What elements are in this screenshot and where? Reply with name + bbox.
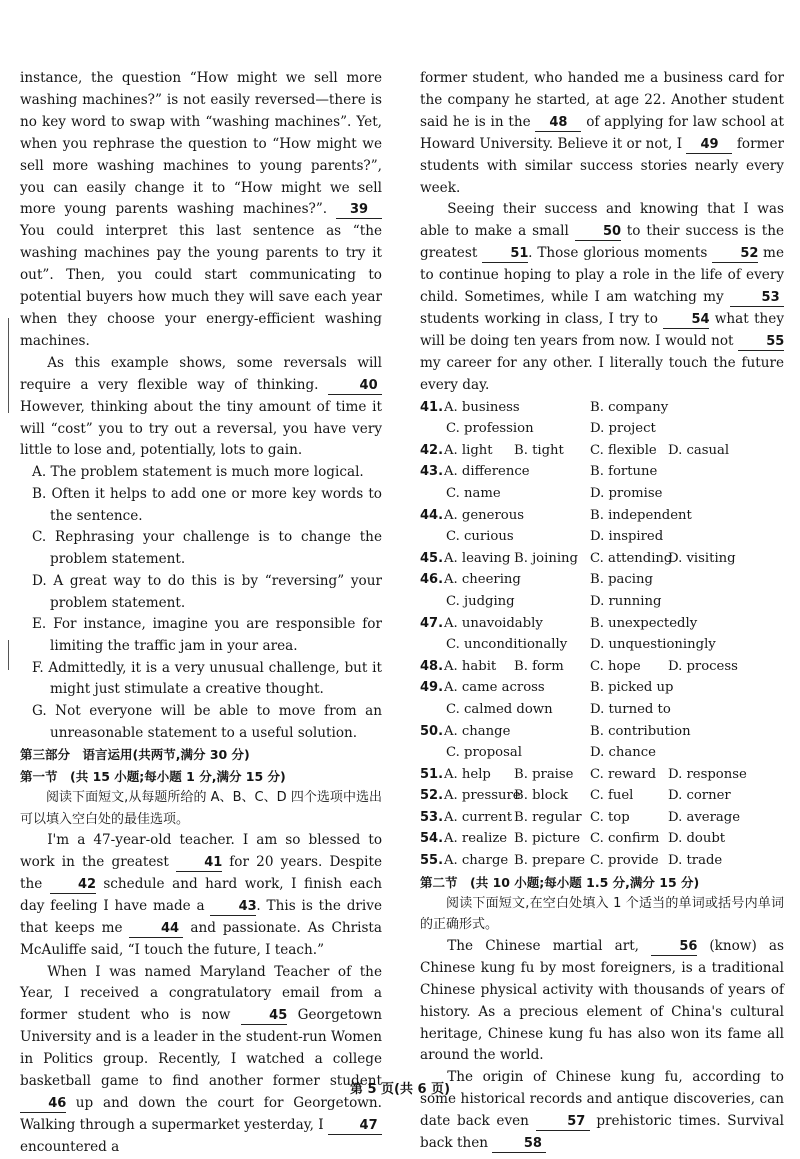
question-row bbox=[420, 613, 784, 635]
choice-b: B. block bbox=[514, 788, 569, 804]
question-number: 49. bbox=[420, 680, 444, 696]
choice-a: A. cheering bbox=[444, 572, 521, 588]
choice-c: C. name bbox=[446, 485, 501, 501]
answer-blank[interactable]: 50 bbox=[575, 224, 621, 241]
choice-b: B. form bbox=[514, 658, 564, 674]
choice-d: D. trade bbox=[668, 853, 723, 869]
answer-blank[interactable]: 47 bbox=[328, 1118, 382, 1135]
choice-a: A. leaving bbox=[444, 550, 511, 566]
question-number: 53. bbox=[420, 809, 444, 825]
passage-paragraph: former student, who handed me a business card for the company he started, at age 22. Another student said he is in the 48 of applying for law school at Howard University. Believe it or not, I 49 former students with similar success stories nearly every week. bbox=[420, 70, 785, 196]
left-column bbox=[20, 68, 382, 1159]
answer-blank[interactable]: 57 bbox=[536, 1114, 590, 1131]
option-item: A. The problem statement is much more logical. bbox=[32, 464, 364, 481]
question-number: 41. bbox=[420, 399, 444, 415]
choice-c: C. calmed down bbox=[446, 701, 553, 717]
option-item: D. A great way to do this is by “reversing” your problem statement. bbox=[32, 572, 382, 611]
choice-d: D. corner bbox=[668, 788, 731, 804]
answer-blank[interactable]: 46 bbox=[20, 1096, 66, 1113]
choice-b: B. unexpectedly bbox=[590, 615, 698, 631]
question-list bbox=[420, 397, 784, 872]
question-row bbox=[420, 548, 784, 570]
choice-c: C. top bbox=[590, 809, 630, 825]
answer-blank[interactable]: 45 bbox=[241, 1008, 287, 1025]
question-row bbox=[420, 677, 784, 699]
question-number: 54. bbox=[420, 831, 444, 847]
question-row bbox=[420, 742, 784, 764]
question-row bbox=[420, 440, 784, 462]
choice-a: A. realize bbox=[444, 831, 508, 847]
choice-d: D. response bbox=[668, 766, 747, 782]
choice-b: B. contribution bbox=[590, 723, 691, 739]
choice-b: B. joining bbox=[514, 550, 578, 566]
choice-a: A. current bbox=[444, 809, 512, 825]
choice-a: A. habit bbox=[444, 658, 497, 674]
question-row bbox=[420, 634, 784, 656]
choice-b: B. picture bbox=[514, 831, 581, 847]
choice-a: A. charge bbox=[444, 853, 509, 869]
passage-paragraph: The Chinese martial art, 56 (know) as Chinese kung fu by most foreigners, is a traditional Chinese physical activity with thousands of years of history. As a precious element of China's cultural heritage, Chinese kung fu has also won its fame all around the world. bbox=[420, 937, 784, 1064]
question-row bbox=[420, 785, 784, 807]
choice-a: A. unavoidably bbox=[444, 615, 543, 631]
choice-d: D. inspired bbox=[590, 529, 664, 545]
choice-c: C. reward bbox=[590, 766, 657, 782]
choice-a: A. pressure bbox=[444, 788, 521, 804]
answer-blank[interactable]: 40 bbox=[328, 378, 382, 395]
section-heading: 第二节 (共 10 小题;每小题 1.5 分,满分 15 分) bbox=[420, 874, 700, 890]
answer-blank[interactable]: 53 bbox=[730, 290, 784, 307]
question-row bbox=[420, 850, 784, 872]
sentence-options bbox=[20, 462, 382, 744]
question-number: 50. bbox=[420, 723, 444, 739]
question-number: 55. bbox=[420, 853, 444, 869]
section-instruction: 阅读下面短文,从每题所给的 A、B、C、D 四个选项中选出可以填入空白处的最佳选项。 bbox=[20, 790, 382, 827]
choice-c: C. attending bbox=[590, 550, 673, 566]
answer-blank[interactable]: 51 bbox=[482, 246, 528, 263]
choice-c: C. profession bbox=[446, 421, 534, 437]
choice-a: A. light bbox=[444, 442, 493, 458]
choice-b: B. independent bbox=[590, 507, 692, 523]
choice-b: B. prepare bbox=[514, 853, 586, 869]
question-row bbox=[420, 461, 784, 483]
margin-mark bbox=[8, 318, 9, 413]
question-row bbox=[420, 526, 784, 548]
choice-c: C. proposal bbox=[446, 745, 522, 761]
choice-a: A. help bbox=[444, 766, 491, 782]
choice-c: C. confirm bbox=[590, 831, 660, 847]
question-row bbox=[420, 699, 784, 721]
question-number: 42. bbox=[420, 442, 444, 458]
choice-c: C. fuel bbox=[590, 788, 634, 804]
choice-d: D. visiting bbox=[668, 550, 736, 566]
choice-c: C. unconditionally bbox=[446, 637, 568, 653]
question-number: 51. bbox=[420, 766, 444, 782]
choice-a: A. difference bbox=[444, 464, 530, 480]
choice-b: B. tight bbox=[514, 442, 564, 458]
question-number: 47. bbox=[420, 615, 444, 631]
question-row bbox=[420, 569, 784, 591]
choice-d: D. chance bbox=[590, 745, 656, 761]
passage-paragraph: Seeing their success and knowing that I was able to make a small 50 to their success is the greatest 51. Those glorious moments 52 me to continue hoping to play a role in the life of every child. Sometimes, while I am watching my 53 students working in class, I try to 54 what they will be doing ten years from now. I would not 55 my career for any other. I literally touch the future every day. bbox=[420, 201, 785, 393]
answer-blank[interactable]: 52 bbox=[712, 246, 758, 263]
option-item: G. Not everyone will be able to move from an unreasonable statement to a useful solution. bbox=[32, 703, 382, 741]
question-row bbox=[420, 397, 784, 419]
choice-a: A. change bbox=[444, 723, 511, 739]
passage-paragraph: When I was named Maryland Teacher of the Year, I received a congratulatory email from a former student who is now 45 Georgetown University and is a leader in the student-run Women in Politics group. Recently, I watched a college basketball game to find another former student 46 up and down the court for Georgetown. Walking through a supermarket yesterday, I 47 encountered a bbox=[20, 963, 382, 1155]
question-number: 52. bbox=[420, 788, 444, 804]
passage-paragraph: The origin of Chinese kung fu, according to some historical records and antique discoveries, can date back even 57 prehistoric times. Survival back then 58 bbox=[420, 1069, 784, 1152]
question-row bbox=[420, 505, 784, 527]
question-row bbox=[420, 721, 784, 743]
passage-paragraph: I'm a 47-year-old teacher. I am so blessed to work in the greatest 41 for 20 years. Despite the 42 schedule and hard work, I finish each day feeling I have made a 43. This is the drive that keeps me 44 and passionate. As Christa McAuliffe said, “I touch the future, I teach.” bbox=[20, 832, 382, 958]
choice-c: C. flexible bbox=[590, 442, 657, 458]
question-row bbox=[420, 483, 784, 505]
answer-blank[interactable]: 48 bbox=[535, 115, 581, 132]
choice-c: C. judging bbox=[446, 593, 515, 609]
answer-blank[interactable]: 56 bbox=[651, 939, 697, 956]
question-number: 48. bbox=[420, 658, 444, 674]
choice-b: B. company bbox=[590, 399, 669, 415]
question-row bbox=[420, 828, 784, 850]
question-row bbox=[420, 807, 784, 829]
answer-blank[interactable]: 39 bbox=[336, 202, 382, 219]
answer-blank[interactable]: 54 bbox=[663, 312, 709, 329]
answer-blank[interactable]: 42 bbox=[50, 877, 96, 894]
choice-b: B. regular bbox=[514, 809, 582, 825]
question-row bbox=[420, 418, 784, 440]
passage-paragraph: As this example shows, some reversals will require a very flexible way of thinking. 40 However, thinking about the tiny amount of time it will “cost” you to try out a reversal, you have very little to lose and, potentially, lots to gain. bbox=[20, 354, 382, 459]
page-footer: 第 5 页(共 6 页) bbox=[349, 1082, 451, 1097]
question-row bbox=[420, 656, 784, 678]
margin-mark bbox=[8, 640, 9, 670]
choice-b: B. picked up bbox=[590, 680, 674, 696]
choice-c: C. provide bbox=[590, 853, 659, 869]
choice-d: D. promise bbox=[590, 485, 663, 501]
part-heading: 第三部分 语言运用(共两节,满分 30 分) bbox=[20, 747, 250, 763]
right-column bbox=[420, 68, 784, 1155]
question-number: 45. bbox=[420, 550, 444, 566]
choice-d: D. running bbox=[590, 593, 662, 609]
passage-paragraph: instance, the question “How might we sell more washing machines?” is not easily reversed—there is no key word to swap with “washing machines”. Yet, when you rephrase the question to “How might we sell more washing machines to young parents?”, you can easily change it to “How might we sell more young parents washing machines?”. 39 You could interpret this last sentence as “the washing machines pay the young parents to try it out”. Then, you could start communicating to potential buyers how much they will save each year when they choose your energy-efficient washing machines. bbox=[20, 70, 382, 349]
question-row bbox=[420, 591, 784, 613]
question-number: 46. bbox=[420, 572, 444, 588]
choice-d: D. project bbox=[590, 421, 656, 437]
choice-a: A. came across bbox=[444, 680, 545, 696]
choice-d: D. turned to bbox=[590, 701, 671, 717]
choice-d: D. process bbox=[668, 658, 738, 674]
answer-blank[interactable]: 44 bbox=[129, 921, 183, 938]
answer-blank[interactable]: 41 bbox=[176, 855, 222, 872]
choice-d: D. average bbox=[668, 809, 741, 825]
question-number: 43. bbox=[420, 464, 444, 480]
answer-blank[interactable]: 58 bbox=[492, 1136, 546, 1153]
option-item: C. Rephrasing your challenge is to change the problem statement. bbox=[32, 529, 382, 568]
choice-d: D. casual bbox=[668, 442, 730, 458]
choice-b: B. fortune bbox=[590, 464, 658, 480]
answer-blank[interactable]: 55 bbox=[738, 334, 784, 351]
choice-a: A. business bbox=[444, 399, 520, 415]
answer-blank[interactable]: 43 bbox=[210, 899, 256, 916]
option-item: E. For instance, imagine you are responsible for limiting the traffic jam in your area. bbox=[32, 616, 382, 654]
question-number: 44. bbox=[420, 507, 444, 523]
section-instruction: 阅读下面短文,在空白处填入 1 个适当的单词或括号内单词的正确形式。 bbox=[420, 896, 784, 933]
choice-a: A. generous bbox=[444, 507, 524, 523]
choice-d: D. doubt bbox=[668, 831, 726, 847]
choice-b: B. praise bbox=[514, 766, 574, 782]
section-heading: 第一节 (共 15 小题;每小题 1 分,满分 15 分) bbox=[20, 768, 286, 784]
question-row bbox=[420, 764, 784, 786]
choice-c: C. curious bbox=[446, 529, 514, 545]
choice-c: C. hope bbox=[590, 658, 641, 674]
option-item: F. Admittedly, it is a very unusual challenge, but it might just stimulate a creative thought. bbox=[32, 659, 382, 698]
choice-b: B. pacing bbox=[590, 572, 653, 588]
option-item: B. Often it helps to add one or more key words to the sentence. bbox=[32, 486, 382, 524]
answer-blank[interactable]: 49 bbox=[686, 137, 732, 154]
choice-d: D. unquestioningly bbox=[590, 637, 716, 653]
